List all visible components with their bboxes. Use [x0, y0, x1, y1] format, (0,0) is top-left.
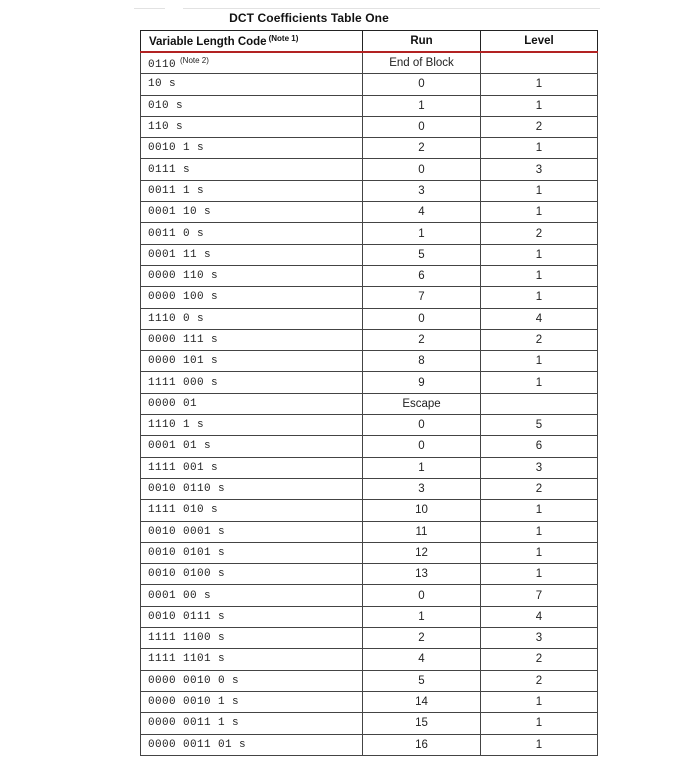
cell-run: 12 — [363, 542, 481, 563]
table-row — [141, 457, 598, 478]
code-value: 110 s — [148, 121, 184, 134]
cell-variable-length-code — [141, 180, 363, 201]
cell-run: 2 — [363, 628, 481, 649]
code-value: 0001 10 s — [148, 206, 212, 219]
code-value: 0111 s — [148, 163, 191, 176]
cell-run: 0 — [363, 116, 481, 137]
code-value: 0000 0010 1 s — [148, 696, 240, 709]
table-row — [141, 202, 598, 223]
cell-level: 1 — [481, 521, 598, 542]
table-row — [141, 265, 598, 286]
cell-level: 2 — [481, 649, 598, 670]
cell-run: 4 — [363, 649, 481, 670]
cell-run: 5 — [363, 244, 481, 265]
code-value: 0010 0101 s — [148, 546, 226, 559]
cell-variable-length-code — [141, 116, 363, 137]
table-title: DCT Coefficients Table One — [229, 11, 389, 25]
code-value: 0000 101 s — [148, 355, 219, 368]
cell-run: 14 — [363, 691, 481, 712]
cell-level: 2 — [481, 478, 598, 499]
code-value: 0010 0111 s — [148, 610, 226, 623]
cell-run: 1 — [363, 457, 481, 478]
table-row — [141, 244, 598, 265]
table-row — [141, 180, 598, 201]
cell-variable-length-code — [141, 52, 363, 74]
cell-run: 2 — [363, 329, 481, 350]
table-row — [141, 351, 598, 372]
cell-level: 1 — [481, 564, 598, 585]
cell-variable-length-code — [141, 585, 363, 606]
code-value: 0010 1 s — [148, 142, 205, 155]
cell-level: 5 — [481, 415, 598, 436]
cell-variable-length-code — [141, 500, 363, 521]
table-row — [141, 159, 598, 180]
cell-level: 1 — [481, 351, 598, 372]
cell-level: 2 — [481, 329, 598, 350]
cell-variable-length-code — [141, 393, 363, 414]
cell-run: End of Block — [363, 52, 481, 74]
cell-level: 1 — [481, 265, 598, 286]
code-value: 0010 0001 s — [148, 525, 226, 538]
code-value: 0000 111 s — [148, 334, 219, 346]
cell-run: 13 — [363, 564, 481, 585]
cell-run: Escape — [363, 393, 481, 414]
column-header-code-note: (Note 1) — [268, 34, 299, 43]
cell-run: 0 — [363, 585, 481, 606]
table-row — [141, 372, 598, 393]
table-row — [141, 52, 598, 74]
cell-level: 1 — [481, 138, 598, 159]
table-row — [141, 649, 598, 670]
table-row — [141, 521, 598, 542]
cell-level: 1 — [481, 202, 598, 223]
code-value: 1110 1 s — [148, 419, 205, 432]
cell-level: 3 — [481, 159, 598, 180]
table-row — [141, 223, 598, 244]
cell-variable-length-code — [141, 628, 363, 649]
cell-variable-length-code — [141, 457, 363, 478]
table-row — [141, 564, 598, 585]
cell-variable-length-code — [141, 649, 363, 670]
top-divider — [134, 8, 600, 9]
code-value: 1110 0 s — [148, 312, 205, 325]
cell-level — [481, 393, 598, 414]
table-row — [141, 116, 598, 137]
cell-variable-length-code — [141, 138, 363, 159]
cell-run: 1 — [363, 606, 481, 627]
table-row — [141, 393, 598, 414]
cell-variable-length-code — [141, 564, 363, 585]
code-value: 0010 0100 s — [148, 568, 226, 581]
table-row — [141, 670, 598, 691]
cell-run: 0 — [363, 159, 481, 180]
code-value: 1111 000 s — [148, 376, 219, 389]
code-value: 10 s — [148, 78, 177, 91]
cell-variable-length-code — [141, 223, 363, 244]
column-header-level: Level — [481, 31, 598, 53]
code-value: 0000 100 s — [148, 291, 219, 304]
cell-level: 1 — [481, 95, 598, 116]
cell-run: 10 — [363, 500, 481, 521]
cell-level: 4 — [481, 606, 598, 627]
dct-coefficients-table — [140, 30, 598, 756]
cell-variable-length-code — [141, 265, 363, 286]
cell-level — [481, 52, 598, 74]
cell-variable-length-code — [141, 670, 363, 691]
cell-level: 2 — [481, 223, 598, 244]
cell-variable-length-code — [141, 95, 363, 116]
table-header-row — [141, 31, 598, 53]
table-row — [141, 628, 598, 649]
code-value: 0000 0010 0 s — [148, 674, 240, 687]
code-value: 0001 00 s — [148, 589, 212, 602]
code-value: 0000 0011 1 s — [148, 717, 240, 730]
cell-variable-length-code — [141, 478, 363, 499]
table-row — [141, 436, 598, 457]
table-row — [141, 585, 598, 606]
code-value: 1111 010 s — [148, 504, 219, 517]
table-row — [141, 478, 598, 499]
cell-variable-length-code — [141, 308, 363, 329]
cell-level: 1 — [481, 691, 598, 712]
cell-level: 2 — [481, 116, 598, 137]
code-value: 1111 1101 s — [148, 653, 226, 666]
cell-level: 1 — [481, 734, 598, 755]
cell-level: 1 — [481, 500, 598, 521]
cell-level: 1 — [481, 542, 598, 563]
cell-run: 2 — [363, 138, 481, 159]
cell-variable-length-code — [141, 351, 363, 372]
cell-level: 1 — [481, 372, 598, 393]
table-row — [141, 691, 598, 712]
table-row — [141, 713, 598, 734]
code-value: 0011 0 s — [148, 227, 205, 240]
cell-level: 1 — [481, 287, 598, 308]
code-value: 0110 — [148, 58, 177, 71]
column-header-run: Run — [363, 31, 481, 53]
cell-level: 1 — [481, 713, 598, 734]
code-value: 0000 01 — [148, 397, 198, 410]
table-row — [141, 542, 598, 563]
cell-variable-length-code — [141, 159, 363, 180]
table-row — [141, 329, 598, 350]
table-row — [141, 606, 598, 627]
cell-run: 0 — [363, 74, 481, 95]
table-row — [141, 138, 598, 159]
code-value: 0000 0011 01 s — [148, 738, 247, 751]
cell-variable-length-code — [141, 713, 363, 734]
table-row — [141, 287, 598, 308]
code-note: (Note 2) — [180, 55, 209, 65]
cell-variable-length-code — [141, 329, 363, 350]
code-value: 0010 0110 s — [148, 483, 226, 496]
table-row — [141, 500, 598, 521]
code-value: 0011 1 s — [148, 184, 205, 197]
cell-variable-length-code — [141, 415, 363, 436]
table-row — [141, 415, 598, 436]
cell-variable-length-code — [141, 436, 363, 457]
table-row — [141, 308, 598, 329]
cell-variable-length-code — [141, 287, 363, 308]
table-body — [141, 52, 598, 755]
cell-level: 3 — [481, 628, 598, 649]
cell-run: 11 — [363, 521, 481, 542]
cell-level: 1 — [481, 244, 598, 265]
code-value: 010 s — [148, 99, 184, 112]
cell-variable-length-code — [141, 521, 363, 542]
cell-variable-length-code — [141, 244, 363, 265]
cell-level: 2 — [481, 670, 598, 691]
cell-level: 1 — [481, 74, 598, 95]
cell-run: 3 — [363, 180, 481, 201]
cell-variable-length-code — [141, 202, 363, 223]
cell-run: 1 — [363, 223, 481, 244]
column-header-code — [141, 31, 363, 53]
table-row — [141, 74, 598, 95]
cell-variable-length-code — [141, 74, 363, 95]
cell-level: 6 — [481, 436, 598, 457]
cell-level: 3 — [481, 457, 598, 478]
cell-level: 1 — [481, 180, 598, 201]
cell-run: 7 — [363, 287, 481, 308]
cell-run: 0 — [363, 436, 481, 457]
code-value: 0001 11 s — [148, 248, 212, 261]
cell-variable-length-code — [141, 606, 363, 627]
cell-level: 4 — [481, 308, 598, 329]
cell-run: 8 — [363, 351, 481, 372]
cell-run: 6 — [363, 265, 481, 286]
cell-run: 4 — [363, 202, 481, 223]
top-divider-gap — [165, 6, 183, 10]
cell-variable-length-code — [141, 691, 363, 712]
cell-run: 3 — [363, 478, 481, 499]
table-row — [141, 734, 598, 755]
cell-run: 0 — [363, 308, 481, 329]
cell-variable-length-code — [141, 734, 363, 755]
code-value: 0000 110 s — [148, 270, 219, 283]
table-row — [141, 95, 598, 116]
cell-variable-length-code — [141, 542, 363, 563]
cell-run: 9 — [363, 372, 481, 393]
cell-run: 16 — [363, 734, 481, 755]
code-value: 0001 01 s — [148, 440, 212, 453]
cell-variable-length-code — [141, 372, 363, 393]
cell-run: 5 — [363, 670, 481, 691]
cell-level: 7 — [481, 585, 598, 606]
column-header-code-label: Variable Length Code — [149, 36, 267, 48]
code-value: 1111 001 s — [148, 461, 219, 474]
cell-run: 15 — [363, 713, 481, 734]
code-value: 1111 1100 s — [148, 632, 226, 645]
cell-run: 1 — [363, 95, 481, 116]
cell-run: 0 — [363, 415, 481, 436]
